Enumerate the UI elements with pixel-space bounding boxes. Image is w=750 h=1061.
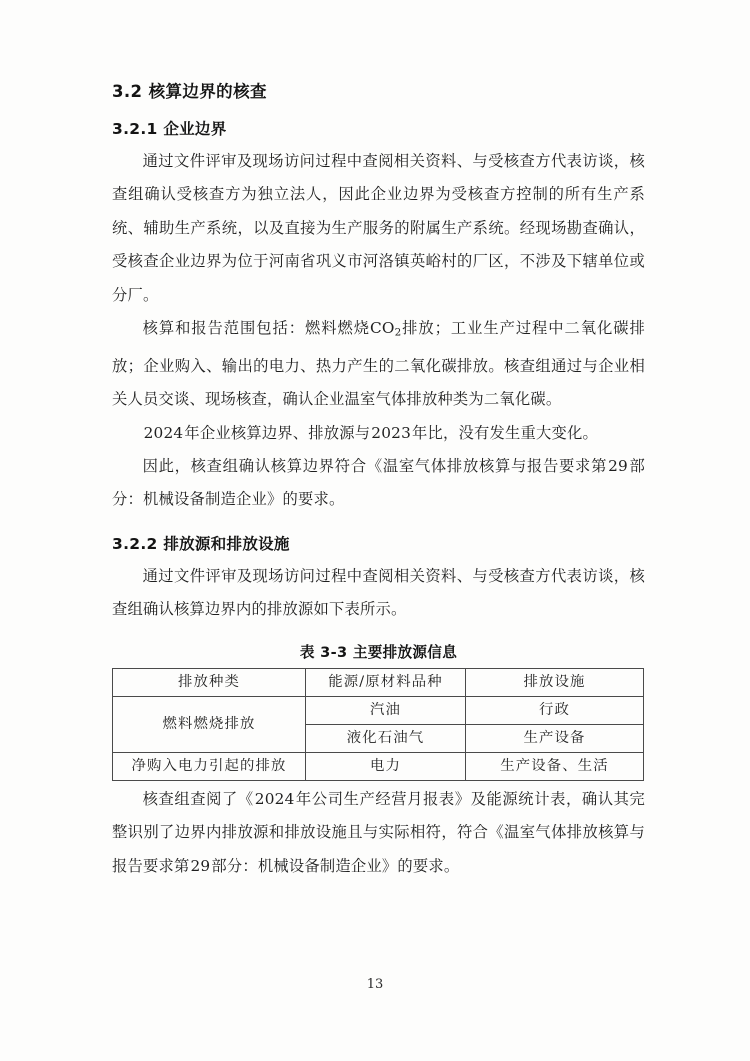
co2-formula bbox=[370, 319, 401, 337]
paragraph-text: 通过文件评审及现场访问过程中查阅相关资料、与受核查方代表访谈，核查组确认受核查方为独立法人，因此企业边界为受核查方控制的所有生产系统、辅助生产系统，以及直接为生产服务的附属生产系统。经现场勘查确认，受核查企业边界为位于河南省巩义市河洛镇英峪村的厂区，不涉及下辖单位或分厂。 bbox=[112, 152, 645, 304]
page-content bbox=[112, 78, 645, 883]
table-header-row bbox=[113, 668, 644, 696]
year-2024: 2024 bbox=[143, 423, 184, 442]
report-year: 2024 bbox=[254, 789, 295, 808]
paragraph-text-part-a: 年企业核算边界、排放源与 bbox=[184, 423, 371, 442]
table-cell-source: 电力 bbox=[306, 752, 466, 780]
table-cell-source: 汽油 bbox=[306, 696, 466, 724]
standard-part-number: 29 bbox=[190, 856, 211, 875]
table-row bbox=[113, 696, 644, 724]
paragraph-text-part-c: 部分：机械设备制造企业》的要求。 bbox=[211, 856, 460, 875]
section-heading-3-2-2: 3.2.2 排放源和排放设施 bbox=[112, 534, 290, 553]
co2-subscript: 2 bbox=[394, 326, 402, 339]
paragraph-text: 通过文件评审及现场访问过程中查阅相关资料、与受核查方代表访谈，核查组确认核算边界内的排放源如下表所示。 bbox=[112, 566, 645, 619]
paragraph-enterprise-boundary bbox=[112, 145, 645, 312]
section-heading-3-2: 3.2 核算边界的核查 bbox=[112, 82, 267, 101]
section-heading-3-2-1: 3.2.1 企业边界 bbox=[112, 119, 227, 138]
table-cell-kind: 燃料燃烧排放 bbox=[113, 696, 306, 752]
paragraph-text-part-b: 部分：机械设备制造企业》的要求。 bbox=[112, 456, 646, 509]
paragraph-accounting-scope bbox=[112, 312, 645, 417]
emission-source-table bbox=[112, 668, 644, 781]
table-cell-facility: 生产设备 bbox=[466, 724, 644, 752]
paragraph-text-part-b: 排放；工业生产过程中二氧化碳排放；企业购入、输出的电力、热力产生的二氧化碳排放。核查组通过与企业相关人员交谈、现场核查，确认企业温室气体排放种类为二氧化碳。 bbox=[112, 319, 645, 409]
page-number: 13 bbox=[366, 977, 384, 992]
table-caption: 表 3-3 主要排放源信息 bbox=[299, 643, 458, 661]
paragraph-text-part-b: 年比，没有发生重大变化。 bbox=[412, 423, 598, 442]
paragraph-verification-conclusion bbox=[112, 783, 645, 883]
table-header-cell-facility: 排放设施 bbox=[466, 668, 644, 696]
table-cell-kind: 净购入电力引起的排放 bbox=[113, 752, 306, 780]
year-2023: 2023 bbox=[371, 423, 412, 442]
paragraph-text-part-b: 年公司生产经营月报表》及能源统计表，确认其完整识别了边界内排放源和排放设施且与实际相符，符合《温室气体排放核算与报告要求第 bbox=[112, 789, 645, 875]
table-cell-source: 液化石油气 bbox=[306, 724, 466, 752]
table-header-cell-kind: 排放种类 bbox=[113, 668, 306, 696]
paragraph-year-comparison bbox=[112, 417, 645, 450]
paragraph-emission-sources-intro bbox=[112, 560, 645, 627]
paragraph-conclusion-boundary bbox=[112, 450, 645, 517]
paragraph-text-part-a: 核算和报告范围包括：燃料燃烧 bbox=[142, 319, 370, 338]
table-cell-facility: 生产设备、生活 bbox=[466, 752, 644, 780]
co2-base: CO bbox=[369, 319, 395, 338]
table-header-cell-source: 能源/原材料品种 bbox=[306, 668, 466, 696]
paragraph-text-part-a: 核查组查阅了《 bbox=[142, 789, 254, 808]
paragraph-text-part-a: 因此，核查组确认核算边界符合《温室气体排放核算与报告要求第 bbox=[142, 456, 608, 475]
table-row bbox=[113, 752, 644, 780]
table-cell-facility: 行政 bbox=[466, 696, 644, 724]
standard-part-number: 29 bbox=[608, 456, 628, 475]
